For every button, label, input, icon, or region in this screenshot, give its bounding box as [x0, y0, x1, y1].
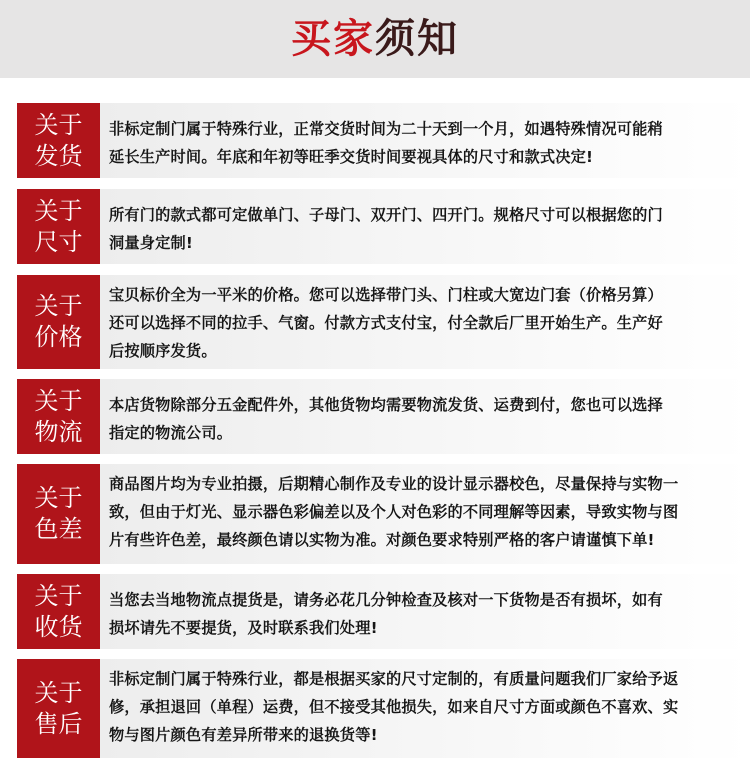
notice-text-line: 本店货物除部分五金配件外，其他货物均需要物流发货、运费到付，您也可以选择 — [109, 396, 663, 414]
notice-color-difference — [17, 464, 750, 564]
notice-label-line2: 色差 — [34, 515, 83, 543]
notice-label-line2: 发货 — [34, 141, 83, 170]
notice-text-line: 所有门的款式都可定做单门、子母门、双开门、四开门。规格尺寸可以根据您的门 — [109, 206, 663, 224]
notice-text-line: 当您去当地物流点提货是，请务必花几分钟检查及核对一下货物是否有损坏，如有 — [109, 591, 663, 609]
notice-text — [100, 659, 750, 758]
notice-label-line1: 关于 — [34, 484, 83, 512]
notice-text-line: 后按顺序发货。 — [109, 342, 217, 360]
notice-label — [17, 379, 100, 454]
notice-label-line1: 关于 — [34, 292, 83, 320]
notice-text-line: 致，但由于灯光、显示器色彩偏差以及个人对色彩的不同理解等因素，导致实物与图 — [109, 503, 679, 521]
notice-receiving — [17, 574, 750, 649]
notice-text — [100, 464, 750, 564]
notice-label-line1: 关于 — [34, 386, 83, 415]
notice-text-line: 商品图片均为专业拍摄，后期精心制作及专业的设计显示器校色，尽量保持与实物一 — [109, 475, 679, 493]
notice-label-line1: 关于 — [34, 581, 83, 610]
notice-text-line: 片有些许色差，最终颜色请以实物为准。对颜色要求特别严格的客户请谨慎下单! — [109, 531, 655, 549]
notice-text — [100, 189, 750, 264]
notice-text — [100, 103, 750, 178]
notice-label-line2: 物流 — [34, 417, 83, 446]
notice-text-line: 物与图片颜色有差异所带来的退换货等! — [109, 726, 378, 744]
notice-label — [17, 574, 100, 649]
page-title-part2: 须知 — [375, 16, 459, 62]
notice-label-line1: 关于 — [34, 196, 83, 225]
notice-label-line2: 收货 — [34, 612, 83, 641]
notice-label — [17, 659, 100, 758]
notice-label — [17, 464, 100, 564]
notice-shipping — [17, 103, 750, 178]
notice-price — [17, 275, 750, 369]
notice-label — [17, 275, 100, 369]
notice-text-line: 指定的物流公司。 — [109, 424, 233, 442]
notice-text-line: 非标定制门属于特殊行业，正常交货时间为二十天到一个月，如遇特殊情况可能稍 — [109, 120, 663, 138]
notice-label-line1: 关于 — [34, 678, 83, 707]
notice-logistics — [17, 379, 750, 454]
notice-text — [100, 574, 750, 649]
notice-text-line: 修，承担退回（单程）运费，但不接受其他损失，如来自尺寸方面或颜色不喜欢、实 — [109, 698, 679, 716]
notice-text-line: 延长生产时间。年底和年初等旺季交货时间要视具体的尺寸和款式决定! — [109, 148, 594, 166]
notice-size — [17, 189, 750, 264]
notice-text — [100, 379, 750, 454]
notice-text-line: 非标定制门属于特殊行业，都是根据买家的尺寸定制的，有质量问题我们厂家给予返 — [109, 670, 679, 688]
notice-label-line2: 售后 — [34, 709, 83, 738]
notice-text-line: 损坏请先不要提货，及时联系我们处理! — [109, 619, 378, 637]
page-title-part1: 买家 — [291, 16, 375, 62]
notice-label-line2: 尺寸 — [34, 227, 83, 256]
notice-text-line: 洞量身定制! — [109, 234, 194, 252]
notice-label — [17, 103, 100, 178]
notice-text — [100, 275, 750, 369]
notice-label — [17, 189, 100, 264]
notice-text-line: 还可以选择不同的拉手、气窗。付款方式支付宝，付全款后厂里开始生产。生产好 — [109, 314, 663, 332]
notice-label-line2: 价格 — [34, 323, 83, 351]
notice-label-line1: 关于 — [34, 110, 83, 139]
notice-after-sales — [17, 659, 750, 758]
notice-text-line: 宝贝标价全为一平米的价格。您可以选择带门头、门柱或大宽边门套（价格另算） — [109, 286, 663, 304]
